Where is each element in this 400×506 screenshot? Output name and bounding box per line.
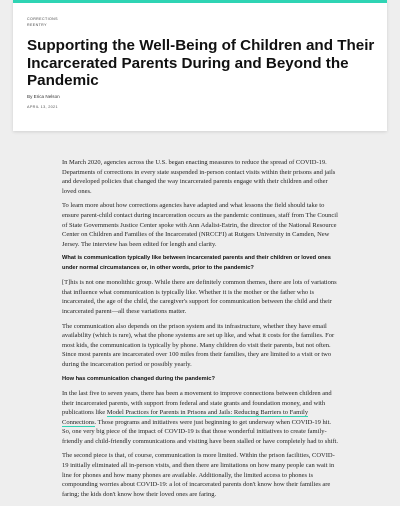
paragraph-answer-2b: The second piece is that, of course, communication is more limited. Within the prison facilities, COVID-19 initially eliminated all in-person visits, and then there are limitations on how many people can wait in line for phones and how many phones are available. Additionally, the limited access to phones is compounding worries about COVID-19: a lot of incarcerated parents don't know how their families are faring; the kids don't know how their loved ones are faring. bbox=[62, 452, 335, 498]
answer-2a-text-before: In the last five to seven years, there has been a movement to improve connections between children and their incarcerated parents, with support from federal and state grants and foundation money, and with publications like bbox=[62, 389, 332, 417]
model-practices-link[interactable]: Model Practices for Parents in Prisons and Jails: Reducing Barriers to Family Connections bbox=[62, 409, 309, 426]
breadcrumb-link-corrections[interactable]: CORRECTIONS bbox=[27, 17, 58, 21]
article-body bbox=[62, 158, 338, 504]
paragraph-interview-context: To learn more about how corrections agencies have adapted and what lessons the field should take to ensure parent-child contact during incarceration occurs as the pandemic continues, staff from The Council of State Governments Justice Center spoke with Ann Adalist-Estrin, the director of the National Resource Center on Children and Families of the Incarcerated (NRCCFI) at Rutgers University in Camden, New Jersey. The interview has been edited for length and clarity. bbox=[62, 202, 338, 248]
breadcrumb-link-reentry[interactable]: REENTRY bbox=[27, 23, 47, 27]
paragraph-answer-2a bbox=[62, 389, 338, 447]
answer-2a-text-after: . Those programs and initiatives were just beginning to get underway when COVID-19 hit. So, one very big piece of the impact of COVID-19 is that those wonderful initiatives to create family-friendly and child-friendly communications and visiting have been stalled or have completely had to shift. bbox=[62, 418, 338, 445]
paragraph-answer-1b: The communication also depends on the prison system and its infrastructure, whether they have email availability (which is rare), what the phone systems are set up like, and what it costs for the families. For most kids, the communication is typically by phone. Many children do visit their parents, but not often. Since most parents are incarcerated over 100 miles from their families, they are limited to a visit or two during the incarceration period or possibly yearly. bbox=[62, 322, 335, 368]
paragraph-answer-1a: [T]his is not one monolithic group. While there are definitely common themes, there are lots of variations that influence what communication is typically like. Whether it is the mother or the father who is incarcerated, the age of the child, the caregiver's support for communication between the child and their incarcerated parent—all these variations matter. bbox=[62, 279, 337, 315]
question-heading-2: How has communication changed during the pandemic? bbox=[62, 375, 215, 382]
publish-date: APRIL 13, 2021 bbox=[27, 105, 58, 109]
question-heading-1: What is communication typically like between incarcerated parents and their children or loved ones under normal circumstances or, in other words, prior to the pandemic? bbox=[62, 255, 331, 271]
author-byline: By Erica Nelson bbox=[27, 94, 60, 99]
page-title: Supporting the Well-Being of Children and Their Incarcerated Parents During and Beyond the Pandemic bbox=[27, 37, 375, 89]
breadcrumb bbox=[27, 16, 58, 28]
article-header-card bbox=[13, 0, 387, 131]
paragraph-intro: In March 2020, agencies across the U.S. began enacting measures to reduce the spread of COVID-19. Departments of corrections in every state suspended in-person contact visits within their prisons and jails and developed policies that changed the way incarcerated parents engage with their children and other loved ones. bbox=[62, 159, 336, 195]
